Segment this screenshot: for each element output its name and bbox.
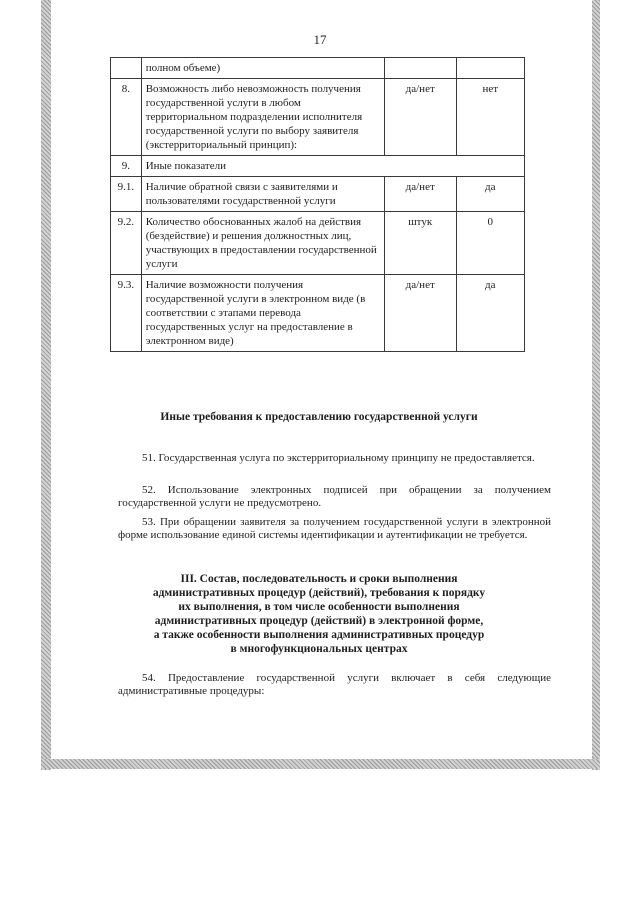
row-number: 9.1.: [111, 177, 142, 212]
row-number: 8.: [111, 79, 142, 156]
section-title-line: в многофункциональных центрах: [230, 643, 408, 655]
scan-border-right: [592, 0, 600, 770]
row-indicator: Возможность либо невозможность получения государственной услуги в любом территориальном подразделении исполнителя государственной услуги по выбору заявителя (экстерриториальный принцип):: [141, 79, 384, 156]
indicators-table: [110, 57, 525, 352]
row-indicator: Наличие обратной связи с заявителями и пользователями государственной услуги: [141, 177, 384, 212]
row-value: 0: [456, 212, 524, 275]
table-row: [111, 58, 525, 79]
paragraph-52: [118, 484, 551, 510]
scan-border-left: [41, 0, 51, 770]
table-row: [111, 156, 525, 177]
row-value: [456, 58, 524, 79]
subheading: Иные требования к предоставлению государственной услуги: [160, 411, 478, 423]
row-number: 9.2.: [111, 212, 142, 275]
table-row: [111, 79, 525, 156]
row-number: 9.: [111, 156, 142, 177]
row-value: да: [456, 177, 524, 212]
row-unit: да/нет: [384, 177, 456, 212]
scan-border-bottom: [41, 759, 600, 769]
row-number: 9.3.: [111, 275, 142, 352]
page-number: 17: [313, 32, 327, 47]
table-row: [111, 275, 525, 352]
paragraph-53: [118, 516, 551, 542]
paragraph-text: 52. Использование электронных подписей при обращении за получением государственной услуги не предусмотрено.: [118, 484, 551, 509]
row-unit: да/нет: [384, 79, 456, 156]
row-value: да: [456, 275, 524, 352]
row-indicator: полном объеме): [141, 58, 384, 79]
paragraph-text: 53. При обращении заявителя за получением государственной услуги в электронной форме использование единой системы идентификации и аутентификации не требуется.: [118, 516, 551, 541]
row-indicator: Наличие возможности получения государственной услуги в электронном виде (в соответствии с этапами перевода государственных услуг на предоставление в электронном виде): [141, 275, 384, 352]
row-value: нет: [456, 79, 524, 156]
row-number: [111, 58, 142, 79]
section-title-line: административных процедур (действий), требования к порядку: [152, 587, 486, 599]
paragraph-text: 51. Государственная услуга по экстерриториальному принципу не предоставляется.: [142, 452, 535, 464]
table-row: [111, 212, 525, 275]
row-unit: штук: [384, 212, 456, 275]
paragraph-text: 54. Предоставление государственной услуги включает в себя следующие административные процедуры:: [118, 672, 551, 697]
row-unit: [384, 58, 456, 79]
row-indicator: Количество обоснованных жалоб на действия (бездействие) и решения должностных лиц, участвующих в предоставлении государственной услуги: [141, 212, 384, 275]
section-title-line: их выполнения, в том числе особенности выполнения: [178, 601, 460, 613]
paragraph-51: [118, 452, 551, 465]
section-title-line: а также особенности выполнения административных процедур: [153, 629, 485, 641]
paragraph-54: [118, 672, 551, 698]
row-indicator: Иные показатели: [141, 156, 524, 177]
section-title-line: административных процедур (действий) в электронной форме,: [154, 615, 484, 627]
table-row: [111, 177, 525, 212]
section-title-line: III. Состав, последовательность и сроки выполнения: [180, 573, 458, 585]
row-unit: да/нет: [384, 275, 456, 352]
section-title: [110, 572, 528, 656]
